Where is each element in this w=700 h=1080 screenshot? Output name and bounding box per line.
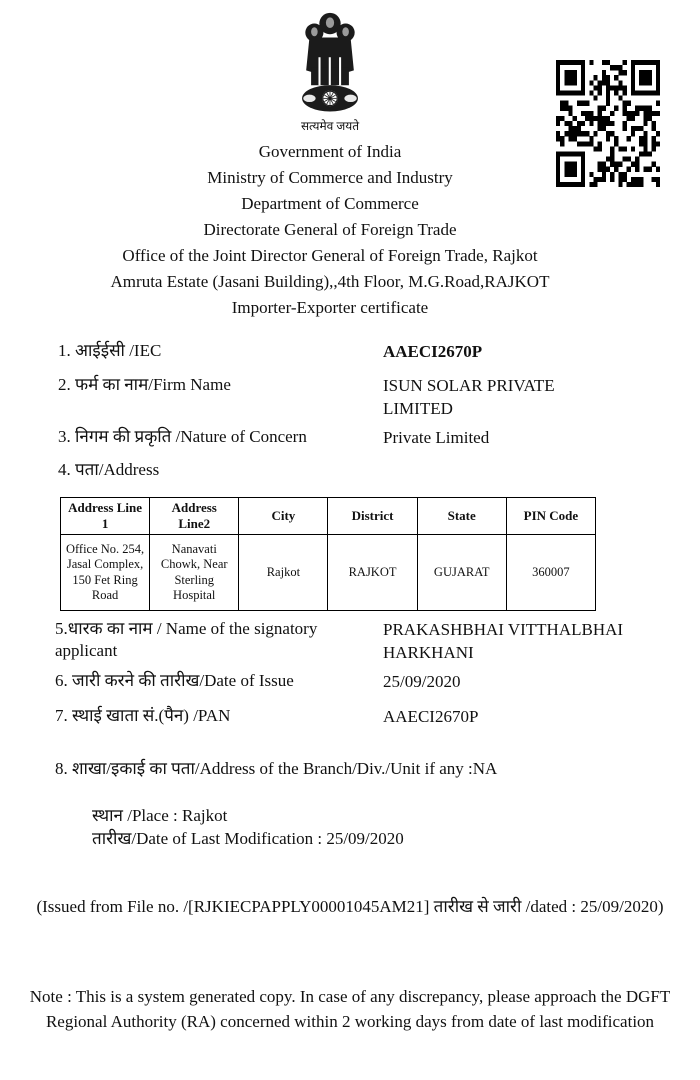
address-table <box>60 497 596 611</box>
place-line: स्थान /Place : Rajkot <box>92 806 228 825</box>
col-city: City <box>239 498 328 535</box>
field-iec <box>58 340 700 363</box>
cell-address-line-1: Office No. 254, Jasal Complex, 150 Fet Ring Road <box>61 535 150 611</box>
qr-code-icon <box>556 60 660 187</box>
field-iec-value: AAECI2670P <box>383 342 483 361</box>
issued-line: (Issued from File no. /[RJKIECPAPPLY00001045AM21] तारीख से जारी /dated : 25/09/2020) <box>36 897 664 916</box>
header-line-directorate: Directorate General of Foreign Trade <box>203 220 457 239</box>
field-firm-name-label: 2. फर्म का नाम/Firm Name <box>58 375 231 394</box>
field-signatory-name-label: 5.धारक का नाम / Name of the signatory applicant <box>55 619 318 660</box>
modification-line: तारीख/Date of Last Modification : 25/09/2020 <box>92 829 404 848</box>
field-nature-of-concern-value: Private Limited <box>383 428 490 447</box>
field-firm-name <box>58 374 700 420</box>
header-line-office: Office of the Joint Director General of Foreign Trade, Rajkot <box>122 246 538 265</box>
col-state: State <box>417 498 506 535</box>
fields-section-2 <box>55 618 700 728</box>
col-address-line-1: Address Line 1 <box>61 498 150 535</box>
field-date-of-issue-label: 6. जारी करने की तारीख/Date of Issue <box>55 671 294 690</box>
emblem-motto: सत्यमेव जयते <box>300 119 360 133</box>
header-line-ministry: Ministry of Commerce and Industry <box>207 168 453 187</box>
address-table-row <box>61 535 596 611</box>
field-date-of-issue-value: 25/09/2020 <box>383 672 461 691</box>
address-table-header-row <box>61 498 596 535</box>
cell-address-line-2: Nanavati Chowk, Near Sterling Hospital <box>150 535 239 611</box>
field-pan-value: AAECI2670P <box>383 707 479 726</box>
cell-pin-code: 360007 <box>506 535 595 611</box>
header-line-government: Government of India <box>258 142 402 161</box>
qr-code <box>556 60 660 187</box>
cell-state: GUJARAT <box>417 535 506 611</box>
emblem-of-india-icon <box>293 8 367 118</box>
header-line-office-address: Amruta Estate (Jasani Building),,4th Floor, M.G.Road,RAJKOT <box>110 272 550 291</box>
col-address-line-2: Address Line2 <box>150 498 239 535</box>
field-nature-of-concern-label: 3. निगम की प्रकृति /Nature of Concern <box>58 427 307 446</box>
field-pan-label: 7. स्थाई खाता सं.(पैन) /PAN <box>55 706 231 725</box>
footer-note: Note : This is a system generated copy. In case of any discrepancy, please approach the DGFT Regional Authority (RA) concerned within 2 working days from date of last modification <box>29 987 671 1031</box>
header-line-department: Department of Commerce <box>241 194 419 213</box>
certificate-title: Importer-Exporter certificate <box>231 298 429 317</box>
field-firm-name-value: ISUN SOLAR PRIVATE LIMITED <box>383 376 555 418</box>
field-address <box>58 459 700 481</box>
field-pan <box>55 705 700 728</box>
cell-city: Rajkot <box>239 535 328 611</box>
place-block <box>92 804 700 850</box>
col-pin-code: PIN Code <box>506 498 595 535</box>
field-address-label: 4. पता/Address <box>58 460 160 479</box>
field-iec-label: 1. आईईसी /IEC <box>58 341 162 360</box>
field-branch-address: 8. शाखा/इकाई का पता/Address of the Branch/Div./Unit if any :NA <box>55 759 498 778</box>
fields-section <box>58 340 700 481</box>
field-nature-of-concern <box>58 426 700 449</box>
field-date-of-issue <box>55 670 700 693</box>
field-signatory-name-value: PRAKASHBHAI VITTHALBHAI HARKHANI <box>383 620 624 662</box>
field-signatory-name <box>55 618 700 664</box>
cell-district: RAJKOT <box>328 535 417 611</box>
col-district: District <box>328 498 417 535</box>
